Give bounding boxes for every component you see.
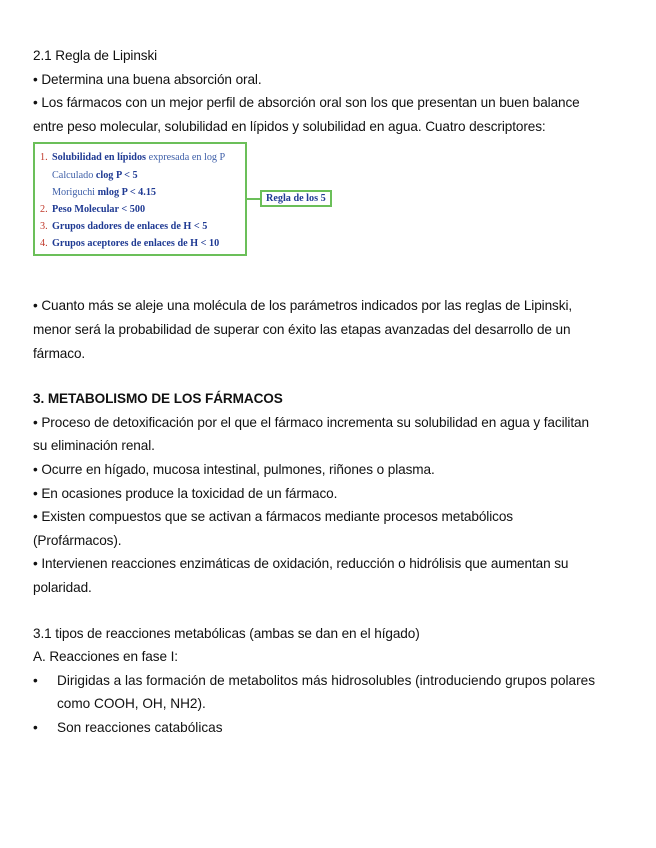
- descriptor-item: [40, 149, 241, 166]
- paragraph-line: • Existen compuestos que se activan a fármacos mediante procesos metabólicos: [33, 509, 513, 525]
- section-3-title: [33, 387, 623, 411]
- paragraph-line: • En ocasiones produce la toxicidad de un fármaco.: [33, 485, 338, 501]
- document-page: [33, 44, 623, 739]
- item-number: 1.: [40, 152, 48, 164]
- phase-subtitle: A. Reacciones en fase I:: [33, 649, 178, 665]
- list-item: [33, 669, 623, 716]
- list-item: [33, 716, 623, 740]
- paragraph-line: • Proceso de detoxificación por el que el fármaco incrementa su solubilidad en agua y facilitan: [33, 414, 589, 430]
- section-2-1-title: 2.1 Regla de Lipinski: [33, 48, 158, 63]
- descriptor-subitem: [40, 184, 241, 201]
- paragraph-line: (Profármacos).: [33, 532, 122, 548]
- rule-of-five-badge: Regla de los 5: [260, 190, 332, 207]
- bullet-marker: •: [33, 672, 38, 688]
- paragraph-line: polaridad.: [33, 579, 92, 595]
- section-3-heading: 3. METABOLISMO DE LOS FÁRMACOS: [33, 391, 283, 407]
- list-item-text: Son reacciones catabólicas: [57, 719, 223, 735]
- item-bold: Solubilidad en lípidos: [52, 152, 147, 164]
- paragraph-line: • Ocurre en hígado, mucosa intestinal, pulmones, riñones o plasma.: [33, 461, 435, 477]
- lipinski-descriptor-box: [33, 142, 247, 256]
- descriptor-item: [40, 201, 241, 218]
- paragraph-line: menor será la probabilidad de superar con éxito las etapas avanzadas del desarrollo de un: [33, 321, 571, 337]
- item-bold: Grupos dadores de enlaces de H < 5: [52, 221, 208, 233]
- paragraph-line: • Cuanto más se aleje una molécula de los parámetros indicados por las reglas de Lipinski,: [33, 298, 573, 314]
- item-plain: Calculado: [52, 169, 96, 181]
- item-plain: Moriguchi: [52, 186, 98, 198]
- paragraph-line: • Intervienen reacciones enzimáticas de oxidación, reducción o hidrólisis que aumentan su: [33, 556, 569, 572]
- item-bold: Peso Molecular < 500: [52, 203, 146, 215]
- list-item-text: Dirigidas a las formación de metabolitos más hidrosolubles (introduciendo grupos polares como COOH, OH, NH2).: [57, 672, 595, 712]
- item-rest: expresada en log P: [146, 152, 226, 164]
- item-number: 4.: [40, 238, 48, 250]
- paragraph-line: • Determina una buena absorción oral.: [33, 71, 262, 87]
- paragraph-line: su eliminación renal.: [33, 438, 155, 454]
- item-bold: Grupos aceptores de enlaces de H < 10: [52, 238, 220, 250]
- item-bold: mlog P < 4.15: [97, 186, 157, 198]
- descriptor-item: [40, 235, 241, 252]
- item-bold: clog P < 5: [95, 169, 138, 181]
- paragraph-line: entre peso molecular, solubilidad en lípidos y solubilidad en agua. Cuatro descriptores:: [33, 118, 546, 134]
- lipinski-figure: [33, 142, 623, 284]
- bullet-marker: •: [33, 719, 38, 735]
- descriptor-item: [40, 218, 241, 235]
- item-number: 3.: [40, 221, 48, 233]
- connector-line: [247, 198, 260, 200]
- item-number: 2.: [40, 203, 48, 215]
- section-3-1-title: 3.1 tipos de reacciones metabólicas (ambas se dan en el hígado): [33, 625, 420, 641]
- descriptor-subitem: [40, 167, 241, 184]
- paragraph-line: fármaco.: [33, 345, 86, 361]
- paragraph-line: • Los fármacos con un mejor perfil de absorción oral son los que presentan un buen balance: [33, 95, 580, 111]
